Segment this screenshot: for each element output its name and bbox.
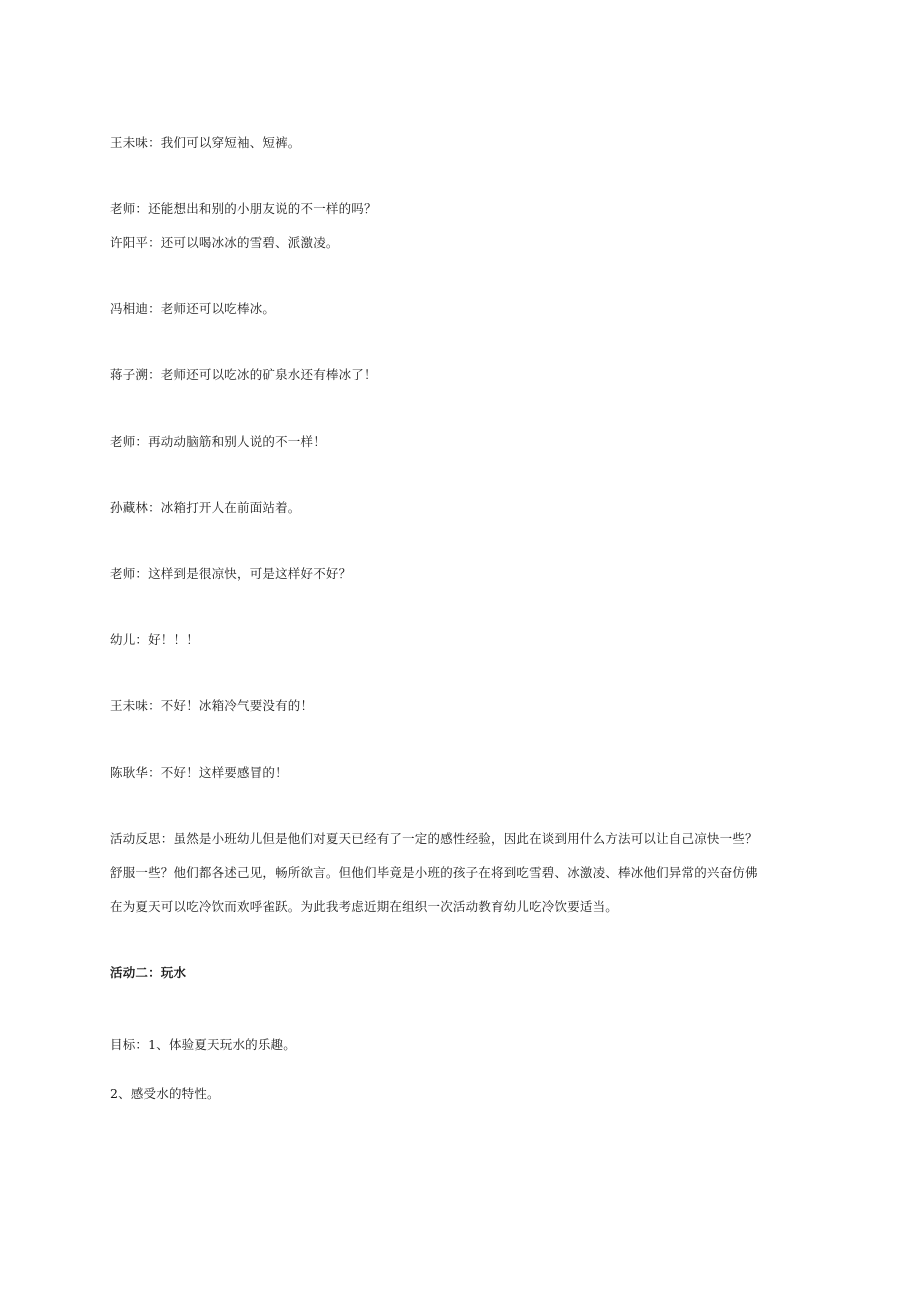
reflection-line: 活动反思：虽然是小班幼儿但是他们对夏天已经有了一定的感性经验，因此在谈到用什么方法可以让自己凉快一些？ (110, 831, 758, 846)
reflection-line: 在为夏天可以吃冷饮而欢呼雀跃。为此我考虑近期在组织一次活动教育幼儿吃冷饮要适当。 (110, 899, 619, 914)
dialogue-line: 王未味：我们可以穿短袖、短裤。 (110, 135, 301, 150)
dialogue-line: 冯相迪：老师还可以吃棒冰。 (110, 301, 276, 316)
dialogue-line: 许阳平：还可以喝冰冰的雪碧、派激凌。 (110, 235, 339, 250)
dialogue-line: 陈耿华：不好！这样要感冒的！ (110, 765, 288, 780)
dialogue-line: 老师：这样到是很凉快，可是这样好不好？ (110, 566, 352, 581)
reflection-line: 舒服一些？他们都各述己见，畅所欲言。但他们毕竟是小班的孩子在将到吃雪碧、冰激凌、棒冰他们异常的兴奋仿佛 (110, 865, 758, 880)
activity-heading: 活动二：玩水 (110, 965, 187, 980)
dialogue-line: 幼儿：好！！！ (110, 632, 199, 647)
goal-line: 目标：1、体验夏天玩水的乐趣。 (110, 1037, 296, 1052)
goal-line: 2、感受水的特性。 (110, 1086, 220, 1101)
dialogue-line: 蒋子溯：老师还可以吃冰的矿泉水还有棒冰了！ (110, 367, 377, 382)
dialogue-line: 孙藏林：冰箱打开人在前面站着。 (110, 500, 301, 515)
dialogue-line: 王未味：不好！冰箱冷气要没有的！ (110, 698, 314, 713)
dialogue-line: 老师：还能想出和别的小朋友说的不一样的吗？ (110, 201, 377, 216)
dialogue-line: 老师：再动动脑筋和别人说的不一样！ (110, 434, 326, 449)
